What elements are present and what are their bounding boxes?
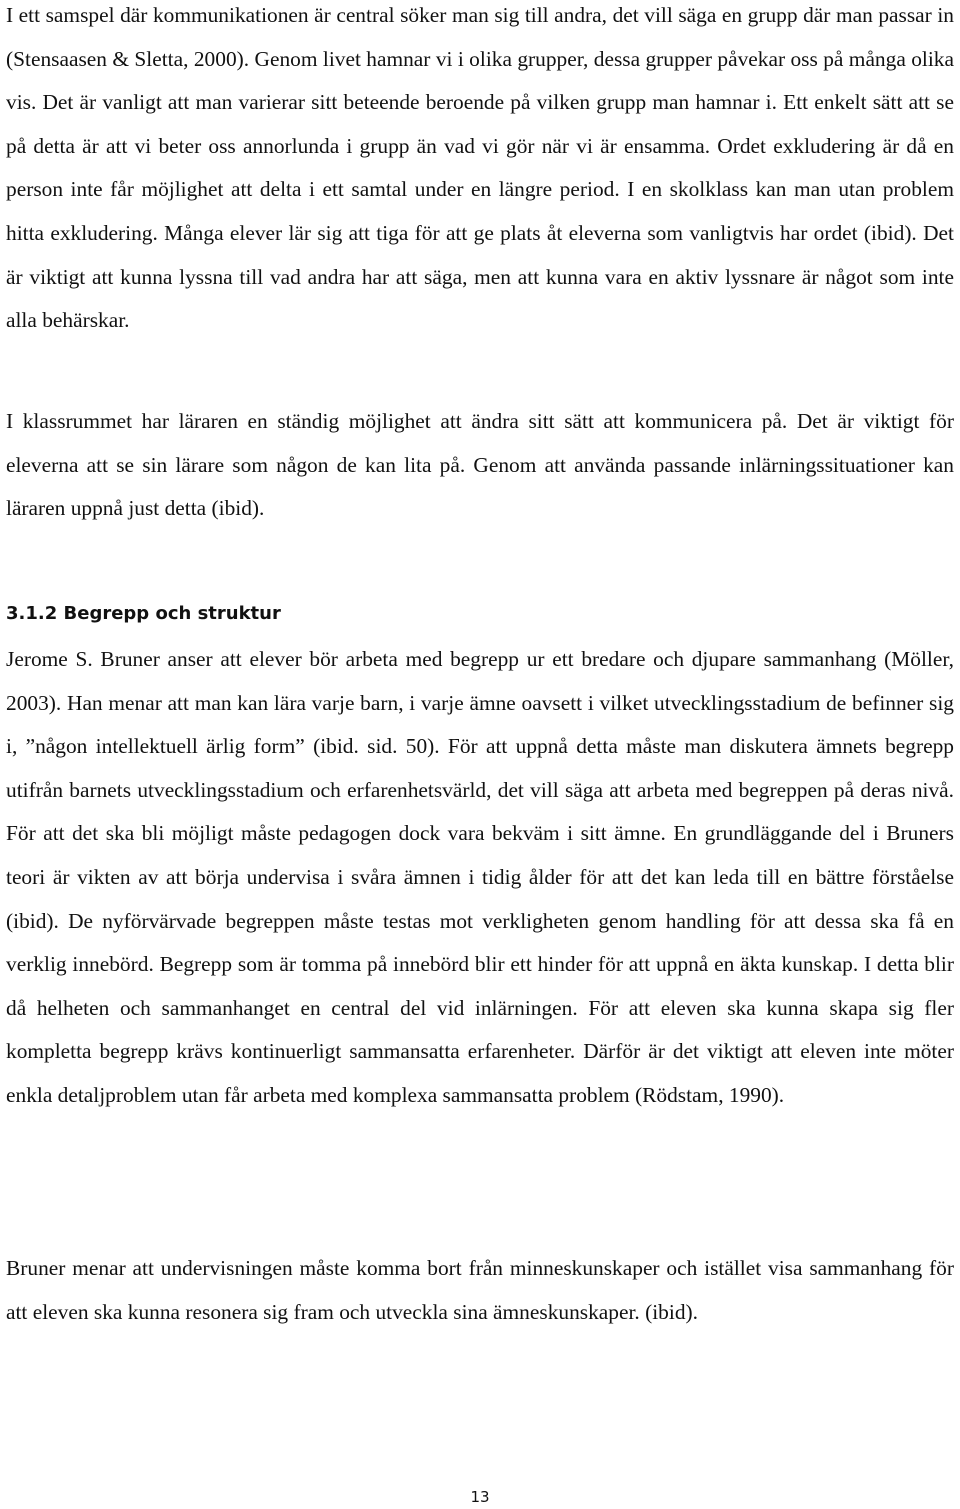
paragraph-classroom-communication: I klassrummet har läraren en ständig möjlighet att ändra sitt sätt att kommunicera på. Det är viktigt för eleverna att se sin lärare som någon de kan lita på. Genom att använda passande inlärningssituationer kan läraren uppnå just detta (ibid). (6, 409, 954, 521)
paragraph-group-communication: I ett samspel där kommunikationen är central söker man sig till andra, det vill säga en grupp där man passar in (Stensaasen & Sletta, 2000). Genom livet hamnar vi i olika grupper, dessa grupper påvekar oss på många olika vis. Det är vanligt att man varierar sitt beteende beroende på vilken grupp man hamnar i. Ett enkelt sätt att se på detta är att vi beter oss annorlunda i grupp än vad vi gör när vi är ensamma. Ordet exkludering är då en person inte får möjlighet att delta i ett samtal under en längre period. I en skolklass kan man utan problem hitta exkludering. Många elever lär sig att tiga för att ge plats åt eleverna som vanligtvis har ordet (ibid). Det är viktigt att kunna lyssna till vad andra har att säga, men att kunna vara en aktiv lyssnare är något som inte alla behärskar. (6, 3, 954, 333)
paragraph-bruner-concepts: Jerome S. Bruner anser att elever bör arbeta med begrepp ur ett bredare och djupare sammanhang (Möller, 2003). Han menar att man kan lära varje barn, i varje ämne oavsett i vilket utvecklingsstadium de befinner sig i, ”någon intellektuell ärlig form” (ibid. sid. 50). För att uppnå detta måste man diskutera ämnets begrepp utifrån barnets utvecklingsstadium och erfarenhetsvärld, det vill säga att arbeta med begreppen på deras nivå. För att det ska bli möjligt måste pedagogen dock vara bekväm i sitt ämne. En grundläggande del i Bruners teori är vikten av att börja undervisa i svåra ämnen i tidig ålder för att det kan leda till en bättre förståelse (ibid). De nyförvärvade begreppen måste testas mot verkligheten genom handling för att dessa ska få en verklig innebörd. Begrepp som är tomma på innebörd blir ett hinder för att uppnå en äkta kunskap. I detta blir då helheten och sammanhanget en central del vid inlärningen. För att eleven ska kunna skapa sig fler kompletta begrepp krävs kontinuerligt sammansatta erfarenheter. Därför är det viktigt att eleven inte möter enkla detaljproblem utan får arbeta med komplexa sammansatta problem (Rödstam, 1990). (6, 647, 954, 1107)
section-heading: 3.1.2 Begrepp och struktur (6, 603, 281, 624)
paragraph-bruner-teaching: Bruner menar att undervisningen måste komma bort från minneskunskaper och istället visa sammanhang för att eleven ska kunna resonera sig fram och utveckla sina ämneskunskaper. (ibid). (6, 1256, 954, 1324)
page-number: 13 (470, 1488, 490, 1506)
